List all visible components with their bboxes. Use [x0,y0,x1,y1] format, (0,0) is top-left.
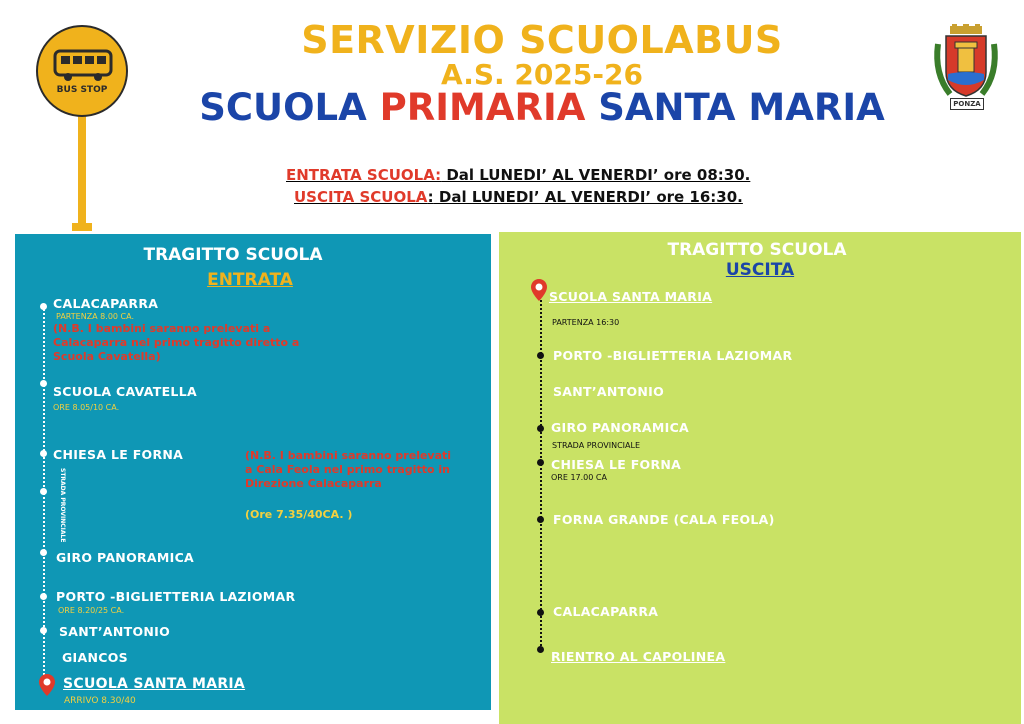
entrata-schedule [286,166,750,184]
title-line-3 [0,86,1024,129]
uscita-schedule-text: Dal LUNEDI’ AL VENERDI’ ore 16:30. [433,188,743,206]
route-dot [40,627,47,634]
route-dot [40,380,47,387]
municipal-crest [930,24,1002,108]
route-dot [40,549,47,556]
uscita-chiesa-time: ORE 17.00 CA [551,473,607,482]
municipal-crest-icon [930,24,1002,108]
stop-calacaparra: CALACAPARRA [53,296,159,311]
title-line-3-c: SANTA MARIA [585,86,885,129]
uscita-partenza: PARTENZA 16:30 [552,318,620,327]
uscita-stop-chiesa-le-forna: CHIESA LE FORNA [551,457,682,472]
route-dot [537,516,544,523]
stop-chiesa-le-forna: CHIESA LE FORNA [53,447,184,462]
route-dot [40,593,47,600]
title-line-2: A.S. 2025-26 [441,58,643,91]
stop-giro-panoramica: GIRO PANORAMICA [56,550,195,565]
uscita-stop-calacaparra: CALACAPARRA [553,604,659,619]
title-line-3-a: SCUOLA [199,86,380,129]
uscita-strada-provinciale: STRADA PROVINCIALE [552,441,640,450]
stop-sant-antonio: SANT’ANTONIO [59,624,171,639]
route-dot [40,303,47,310]
uscita-schedule-label: USCITA SCUOLA [294,188,428,206]
stop-calacaparra-time: PARTENZA 8.00 CA. [56,312,134,321]
entrata-schedule-text: Dal LUNEDI’ AL VENERDI’ ore 08:30. [441,166,751,184]
route-dot [537,425,544,432]
stop-porto-time: ORE 8.20/25 CA. [58,606,125,615]
stop-cavatella-time: ORE 8.05/10 CA. [53,403,120,412]
calacaparra-note: (N.B. I bambini saranno prelevati a Calacaparra nel primo tragitto diretto a Scuola Cavatella) [53,322,300,363]
route-dot [537,352,544,359]
bus-stop-label: BUS STOP [56,85,108,95]
route-dot [40,450,47,457]
uscita-stop-santa-maria: SCUOLA SANTA MARIA [549,289,713,304]
stop-cavatella: SCUOLA CAVATELLA [53,384,197,399]
cala-feola-note: (N.B. I bambini saranno prelevati a Cala Feola nel primo tragitto in Direzione Calacaparra [245,449,452,490]
cala-feola-time: (Ore 7.35/40CA. ) [245,508,353,521]
uscita-stop-sant-antonio: SANT’ANTONIO [553,384,665,399]
stop-porto-laziomar: PORTO -BIGLIETTERIA LAZIOMAR [56,589,296,604]
route-dot [537,646,544,653]
entrata-panel-subtitle: ENTRATA [207,270,293,290]
uscita-stop-giro-panoramica: GIRO PANORAMICA [551,420,690,435]
uscita-schedule [294,188,743,206]
bus-stop-pole [78,115,86,225]
entrata-schedule-label: ENTRATA SCUOLA: [286,166,442,184]
stop-giancos: GIANCOS [62,650,128,665]
route-dot [40,488,47,495]
uscita-stop-porto-laziomar: PORTO -BIGLIETTERIA LAZIOMAR [553,348,793,363]
uscita-stop-forna-grande: FORNA GRANDE (CALA FEOLA) [553,512,775,527]
route-dot [537,609,544,616]
title-line-1: SERVIZIO SCUOLABUS [301,18,783,62]
location-pin-icon [38,673,56,697]
uscita-schedule-colon: : [427,188,434,206]
title-line-3-b: PRIMARIA [379,86,586,129]
uscita-panel-subtitle: USCITA [725,260,795,280]
crest-label: PONZA [950,98,984,110]
bus-stop-base [72,223,92,231]
arrivo-time: ARRIVO 8.30/40 [64,696,136,706]
route-dot [537,459,544,466]
strada-provinciale-label: STRADA PROVINCIALE [59,468,66,543]
uscita-stop-rientro-capolinea: RIENTRO AL CAPOLINEA [551,649,726,664]
uscita-panel-title: TRAGITTO SCUOLA [667,240,847,260]
location-pin-icon [530,278,548,302]
stop-santa-maria-arrival: SCUOLA SANTA MARIA [63,676,246,692]
entrata-panel-title: TRAGITTO SCUOLA [143,245,323,265]
